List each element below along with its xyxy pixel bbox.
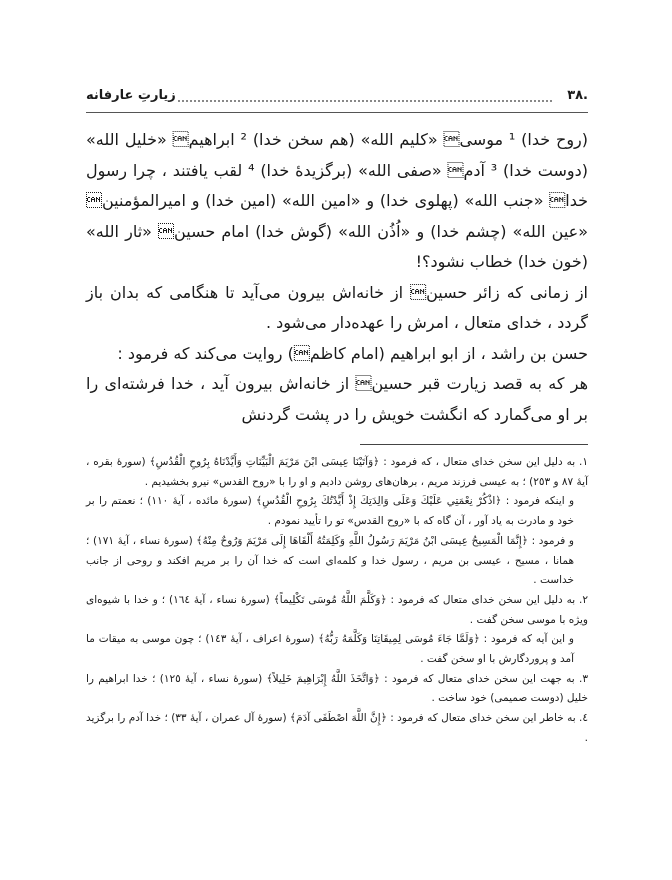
main-text — [86, 125, 588, 430]
paragraph: از زمانی که زائر حسين از خانه‌اش بيرون می‌آيد تا هنگامی که بدان باز گردد ، خدای متعال ، امرش را عهده‌دار می‌شود . — [86, 282, 588, 332]
paragraph: هر که به قصد زيارت قبر حسين از خانه‌اش بيرون آيد ، خدا فرشته‌ای را بر او می‌گمارد که انگشت خويش را در پشت گردنش — [86, 374, 588, 424]
header-dot-leader — [178, 100, 552, 102]
page-header — [86, 88, 588, 113]
footnote-continuation: و اين آيه که فرمود : ﴿وَلَمَّا جَاءَ مُوسَى لِمِيقَاتِنَا وَكَلَّمَهُ رَبُّهُ﴾ (سورهٔ اعراف ، آيهٔ ١٤٣) ؛ چون موسی به ميقات ما آمد و پروردگارش با او سخن گفت . — [86, 633, 575, 666]
page-number: ۳۸. — [567, 88, 588, 103]
footnote: ٣. به جهت اين سخن خدای متعال که فرمود : ﴿وَاتَّخَذَ اللَّهُ إِبْرَاهِيمَ خَلِيلاً﴾ (سورهٔ نساء ، آيهٔ ١٢٥) ؛ خدا ابراهيم را خليل (دوست صميمی) خود ساخت . — [86, 672, 588, 705]
footnote-continuation: و اينکه فرمود : ﴿اذْكُرْ نِعْمَتِي عَلَيْكَ وَعَلَى وَالِدَتِكَ إِذْ أَيَّدْتُكَ بِرُوحِ الْقُدُسِ﴾ (سورهٔ مائده ، آيهٔ ١١٠) ؛ نعمتم را بر خود و مادرت به ياد آور ، آن گاه که با «روح القدس» تو را تأييد نمودم . — [86, 495, 575, 528]
book-page — [86, 88, 588, 749]
footnote: ٢. به دليل اين سخن خدای متعال که فرمود : ﴿وَكَلَّمَ اللَّهُ مُوسَى تَكْلِيماً﴾ (سورهٔ نساء ، آيهٔ ١٦٤) ؛ و خدا با شيوه‌ای ويژه با موسی سخن گفت . — [86, 593, 589, 626]
footnote: ١. به دليل اين سخن خدای متعال ، که فرمود : ﴿وَآتَيْنَا عِيسَى ابْنَ مَرْيَمَ الْبَيِّنَاتِ وَأَيَّدْنَاهُ بِرُوحِ الْقُدُسِ﴾ (سورهٔ بقره ، آيهٔ ٨٧ و ٢٥٣) ؛ به عيسی فرزند مريم ، برهان‌های روشن داديم و او را با «روح القدس» نيرو بخشيديم . — [86, 456, 588, 488]
footnote-separator — [360, 444, 588, 445]
running-title: زیارتِ عارفانه — [86, 88, 176, 103]
paragraph: حسن بن راشد ، از ابو ابراهيم (امام کاظم) روايت می‌کند که فرمود : — [117, 343, 588, 363]
footnote-continuation: و فرمود : ﴿إِنَّمَا الْمَسِيحُ عِيسَى ابْنُ مَرْيَمَ رَسُولُ اللَّهِ وَكَلِمَتُهُ أَلْقَاهَا إِلَى مَرْيَمَ وَرُوحٌ مِنْهُ﴾ (سورهٔ نساء ، آيهٔ ١٧١) ؛ همانا ، مسيح ، عيسی بن مريم ، رسول خدا و کلمه‌ای است که خدا آن را بر مريم افکند و روحی از جانب خداست . — [86, 534, 574, 587]
footnote: ٤. به خاطر اين سخن خدای متعال که فرمود : ﴿إِنَّ اللَّهَ اصْطَفَى آدَمَ﴾ (سورهٔ آل عمران ، آيهٔ ٣٣) ؛ خدا آدم را برگزيد . — [86, 712, 588, 744]
footnotes — [86, 453, 588, 749]
paragraph: (روح خدا) ¹ موسى «کليم الله» (هم سخن خدا) ² ابراهيم «خليل الله» (دوست خدا) ³ آدم «صفی الله» (برگزيدهٔ خدا) ⁴ لقب يافتند ، چرا رسول خدا «جنب الله» (پهلوی خدا) و «امين الله» (امين خدا) و اميرالمؤمنين «عين الله» (چشم خدا) و «اُذُن الله» (گوش خدا) امام حسين «ثار الله» (خون خدا) خطاب نشود؟! — [86, 130, 589, 271]
